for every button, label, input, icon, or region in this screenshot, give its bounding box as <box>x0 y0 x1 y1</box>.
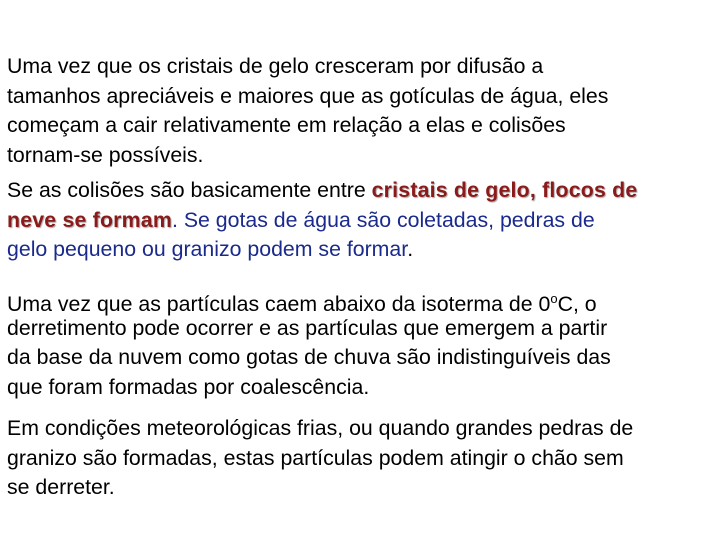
text-line: começam a cair relativamente em relação a elas e colisões <box>7 113 566 137</box>
highlight-hail-cont: gelo pequeno ou granizo podem se formar <box>7 237 408 261</box>
text-segment: C, o <box>557 292 597 317</box>
period: . <box>407 237 414 261</box>
text-line: granizo são formadas, estas partículas podem atingir o chão sem <box>7 445 624 470</box>
highlight-snowflakes-cont: neve se formam <box>7 207 172 232</box>
text-line: Uma vez que os cristais de gelo cresceram por difusão a <box>7 54 544 78</box>
text-segment: Uma vez que as partículas caem abaixo da isoterma de 0 <box>7 292 551 317</box>
text-line: Em condições meteorológicas frias, ou quando grandes pedras de <box>7 416 634 440</box>
text-line <box>7 235 637 265</box>
text-line: que foram formadas por coalescência. <box>7 374 370 399</box>
text-line <box>7 284 611 317</box>
paragraph-melting <box>7 284 611 402</box>
degree-superscript: o <box>550 291 558 306</box>
text-line: derretimento pode ocorrer e as partículas que emergem a partir <box>7 315 608 340</box>
paragraph-cold-conditions <box>7 414 633 503</box>
text-line <box>7 206 637 236</box>
text-line: se derreter. <box>7 475 115 499</box>
text-line <box>7 176 637 206</box>
paragraph-ice-crystal-growth <box>7 52 608 170</box>
text-line: tamanhos apreciáveis e maiores que as gotículas de água, eles <box>7 83 609 108</box>
highlight-snowflakes: cristais de gelo, flocos de <box>371 178 638 202</box>
text-line: da base da nuvem como gotas de chuva são indistinguíveis das <box>7 345 611 369</box>
text-line: tornam-se possíveis. <box>7 142 204 167</box>
plain-text: Se as colisões são basicamente entre <box>7 178 372 202</box>
paragraph-collisions <box>7 176 637 265</box>
highlight-hail: . Se gotas de água são coletadas, pedras de <box>171 207 595 232</box>
